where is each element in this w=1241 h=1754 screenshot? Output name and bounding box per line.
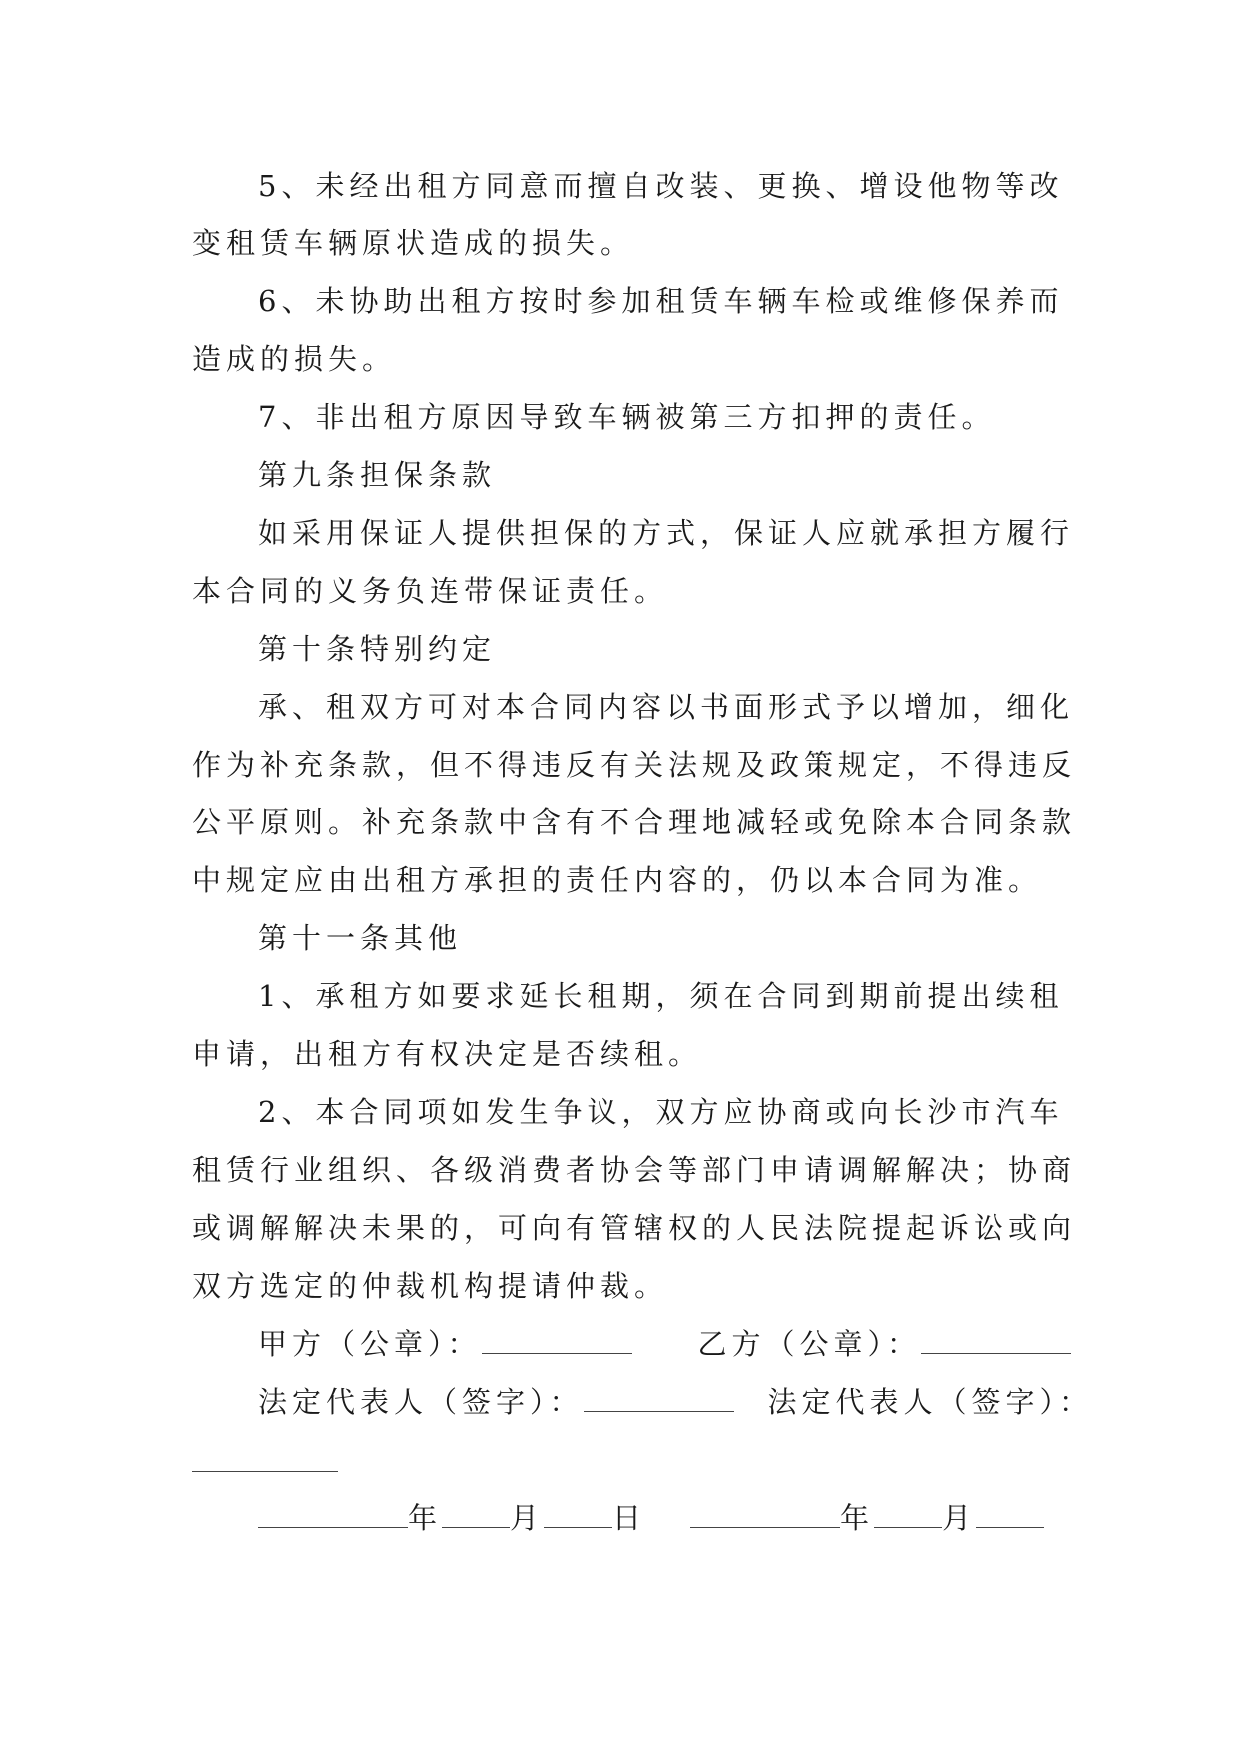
rep-a-label: 法定代表人（签字）： bbox=[258, 1385, 584, 1419]
rep-b-blank bbox=[192, 1471, 338, 1472]
text-line: 本合同的义务负连带保证责任。 bbox=[192, 574, 669, 608]
day-a-blank bbox=[544, 1501, 612, 1528]
year-b-blank bbox=[690, 1501, 840, 1528]
section-heading: 第九条担保条款 bbox=[258, 458, 497, 492]
text-line: 2、本合同项如发生争议，双方应协商或向长沙市汽车 bbox=[258, 1095, 1064, 1129]
text-line: 6、未协助出租方按时参加租赁车辆车检或维修保养而 bbox=[258, 284, 1064, 318]
text-line: 租赁行业组织、各级消费者协会等部门申请调解解决；协商 bbox=[192, 1153, 1077, 1187]
text-line: 或调解解决未果的，可向有管辖权的人民法院提起诉讼或向 bbox=[192, 1211, 1077, 1245]
representative-row bbox=[258, 1382, 1093, 1422]
party-b-seal-label: 乙方（公章）： bbox=[697, 1327, 922, 1361]
seal-row bbox=[258, 1324, 1071, 1364]
party-a-seal-label: 甲方（公章）： bbox=[258, 1327, 482, 1361]
party-b-seal-blank bbox=[921, 1327, 1071, 1354]
text-line: 造成的损失。 bbox=[192, 342, 397, 376]
text-line: 7、非出租方原因导致车辆被第三方扣押的责任。 bbox=[258, 400, 996, 434]
month-a-label: 月 bbox=[510, 1501, 545, 1535]
text-line: 双方选定的仲裁机构提请仲裁。 bbox=[192, 1269, 669, 1303]
month-a-blank bbox=[442, 1501, 510, 1528]
text-line: 变租赁车辆原状造成的损失。 bbox=[192, 226, 635, 260]
text-line: 1、承租方如要求延长租期，须在合同到期前提出续租 bbox=[258, 979, 1064, 1013]
section-heading: 第十条特别约定 bbox=[258, 632, 497, 666]
party-a-seal-blank bbox=[482, 1327, 632, 1354]
month-b-blank bbox=[874, 1501, 942, 1528]
year-a-label: 年 bbox=[408, 1501, 443, 1535]
day-a-label: 日 bbox=[612, 1501, 647, 1535]
year-a-blank bbox=[258, 1501, 408, 1528]
rep-b-label: 法定代表人（签字）： bbox=[767, 1385, 1094, 1419]
text-line: 中规定应由出租方承担的责任内容的，仍以本合同为准。 bbox=[192, 863, 1043, 897]
rep-a-blank bbox=[584, 1385, 734, 1412]
text-line: 申请，出租方有权决定是否续租。 bbox=[192, 1037, 703, 1071]
text-line: 公平原则。补充条款中含有不合理地减轻或免除本合同条款 bbox=[192, 805, 1077, 839]
text-line: 作为补充条款，但不得违反有关法规及政策规定，不得违反 bbox=[192, 748, 1077, 782]
text-line: 承、租双方可对本合同内容以书面形式予以增加，细化 bbox=[258, 690, 1075, 724]
month-b-label: 月 bbox=[942, 1501, 977, 1535]
year-b-label: 年 bbox=[840, 1501, 875, 1535]
date-row bbox=[258, 1498, 1044, 1538]
section-heading: 第十一条其他 bbox=[258, 921, 463, 955]
day-b-blank bbox=[976, 1501, 1044, 1528]
text-line: 5、未经出租方同意而擅自改装、更换、增设他物等改 bbox=[258, 169, 1064, 203]
text-line: 如采用保证人提供担保的方式，保证人应就承担方履行 bbox=[258, 516, 1075, 550]
